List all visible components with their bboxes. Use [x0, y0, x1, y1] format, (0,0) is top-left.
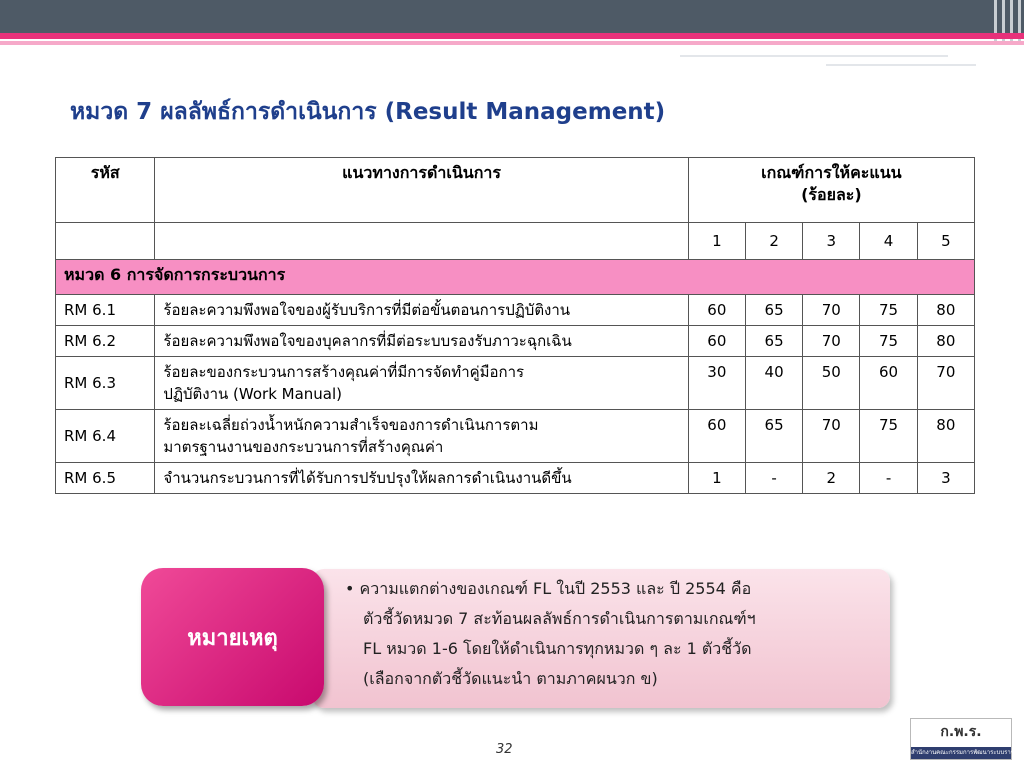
score-cell: 60 — [688, 410, 745, 463]
logo-subtitle: สำนักงานคณะกรรมการพัฒนาระบบราชการ — [911, 747, 1011, 759]
table-row — [56, 463, 975, 494]
score-cell: 70 — [803, 326, 860, 357]
note-line: FL หมวด 1-6 โดยให้ดำเนินการทุกหมวด ๆ ละ 1 ตัวชี้วัด — [363, 639, 752, 658]
row-code: RM 6.5 — [56, 463, 155, 494]
level-row — [56, 223, 975, 260]
note-text — [345, 574, 865, 694]
row-code: RM 6.3 — [56, 357, 155, 410]
note-line: (เลือกจากตัวชี้วัดแนะนำ ตามภาคผนวก ข) — [363, 669, 658, 688]
score-cell: 2 — [803, 463, 860, 494]
row-description — [155, 357, 688, 410]
score-cell: 70 — [917, 357, 974, 410]
slide-title: หมวด 7 ผลลัพธ์การดำเนินการ (Result Management) — [70, 99, 666, 125]
score-cell: - — [745, 463, 802, 494]
score-cell: 80 — [917, 326, 974, 357]
level-cell: 3 — [803, 223, 860, 260]
section-row — [56, 260, 975, 295]
row-description-line: ร้อยละความพึงพอใจของผู้รับบริการที่มีต่อขั้นตอนการปฏิบัติงาน — [163, 301, 571, 319]
header-criteria — [688, 158, 974, 223]
score-cell: 1 — [688, 463, 745, 494]
row-description-line: ร้อยละความพึงพอใจของบุคลากรที่มีต่อระบบรองรับภาวะฉุกเฉิน — [163, 332, 572, 350]
note-label: หมายเหตุ — [141, 568, 324, 706]
score-table — [55, 157, 975, 494]
row-description-line-2: มาตรฐานงานของกระบวนการที่สร้างคุณค่า — [163, 438, 444, 456]
score-cell: - — [860, 463, 917, 494]
score-cell: 80 — [917, 295, 974, 326]
row-description — [155, 326, 688, 357]
score-cell: 40 — [745, 357, 802, 410]
row-description — [155, 295, 688, 326]
level-cell: 2 — [745, 223, 802, 260]
empty-cell — [56, 223, 155, 260]
row-description-line: ร้อยละของกระบวนการสร้างคุณค่าที่มีการจัดทำคู่มือการ — [163, 363, 525, 381]
table-row — [56, 410, 975, 463]
score-cell: 80 — [917, 410, 974, 463]
empty-cell — [155, 223, 688, 260]
row-description — [155, 463, 688, 494]
score-cell: 65 — [745, 295, 802, 326]
table-row — [56, 295, 975, 326]
header-code: รหัส — [56, 158, 155, 223]
section-title: หมวด 6 การจัดการกระบวนการ — [56, 260, 975, 295]
opdc-logo — [910, 718, 1025, 760]
score-cell: 75 — [860, 410, 917, 463]
score-cell: 75 — [860, 326, 917, 357]
score-cell: 70 — [803, 295, 860, 326]
row-description-line: จำนวนกระบวนการที่ได้รับการปรับปรุงให้ผลการดำเนินงานดีขึ้น — [163, 469, 572, 487]
score-cell: 65 — [745, 410, 802, 463]
decorative-line — [680, 55, 948, 57]
note-line: • ความแตกต่างของเกณฑ์ FL ในปี 2553 และ ปี 2554 คือ — [345, 579, 752, 598]
score-cell: 30 — [688, 357, 745, 410]
score-cell: 65 — [745, 326, 802, 357]
header-accent-line-light — [0, 41, 1024, 45]
level-cell: 4 — [860, 223, 917, 260]
score-cell: 60 — [688, 326, 745, 357]
row-code: RM 6.1 — [56, 295, 155, 326]
score-cell: 75 — [860, 295, 917, 326]
header-accent-line — [0, 33, 1024, 39]
row-code: RM 6.4 — [56, 410, 155, 463]
table-row — [56, 326, 975, 357]
level-cell: 5 — [917, 223, 974, 260]
decorative-line — [826, 64, 976, 66]
row-description — [155, 410, 688, 463]
score-cell: 60 — [688, 295, 745, 326]
table-row — [56, 357, 975, 410]
score-cell: 60 — [860, 357, 917, 410]
row-description-line-2: ปฏิบัติงาน (Work Manual) — [163, 385, 343, 403]
score-cell: 70 — [803, 410, 860, 463]
logo-brand: ก.พ.ร. — [940, 724, 982, 740]
level-cell: 1 — [688, 223, 745, 260]
header-criteria-unit: (ร้อยละ) — [801, 185, 862, 204]
row-description-line: ร้อยละเฉลี่ยถ่วงน้ำหนักความสำเร็จของการดำเนินการตาม — [163, 416, 539, 434]
header-bar — [0, 0, 1024, 33]
row-code: RM 6.2 — [56, 326, 155, 357]
note-line: ตัวชี้วัดหมวด 7 สะท้อนผลลัพธ์การดำเนินการตามเกณฑ์ฯ — [363, 609, 756, 628]
header-approach: แนวทางการดำเนินการ — [155, 158, 688, 223]
score-cell: 50 — [803, 357, 860, 410]
header-criteria-label: เกณฑ์การให้คะแนน — [761, 163, 902, 182]
score-cell: 3 — [917, 463, 974, 494]
page-number: 32 — [496, 742, 513, 757]
table-header-row — [56, 158, 975, 223]
